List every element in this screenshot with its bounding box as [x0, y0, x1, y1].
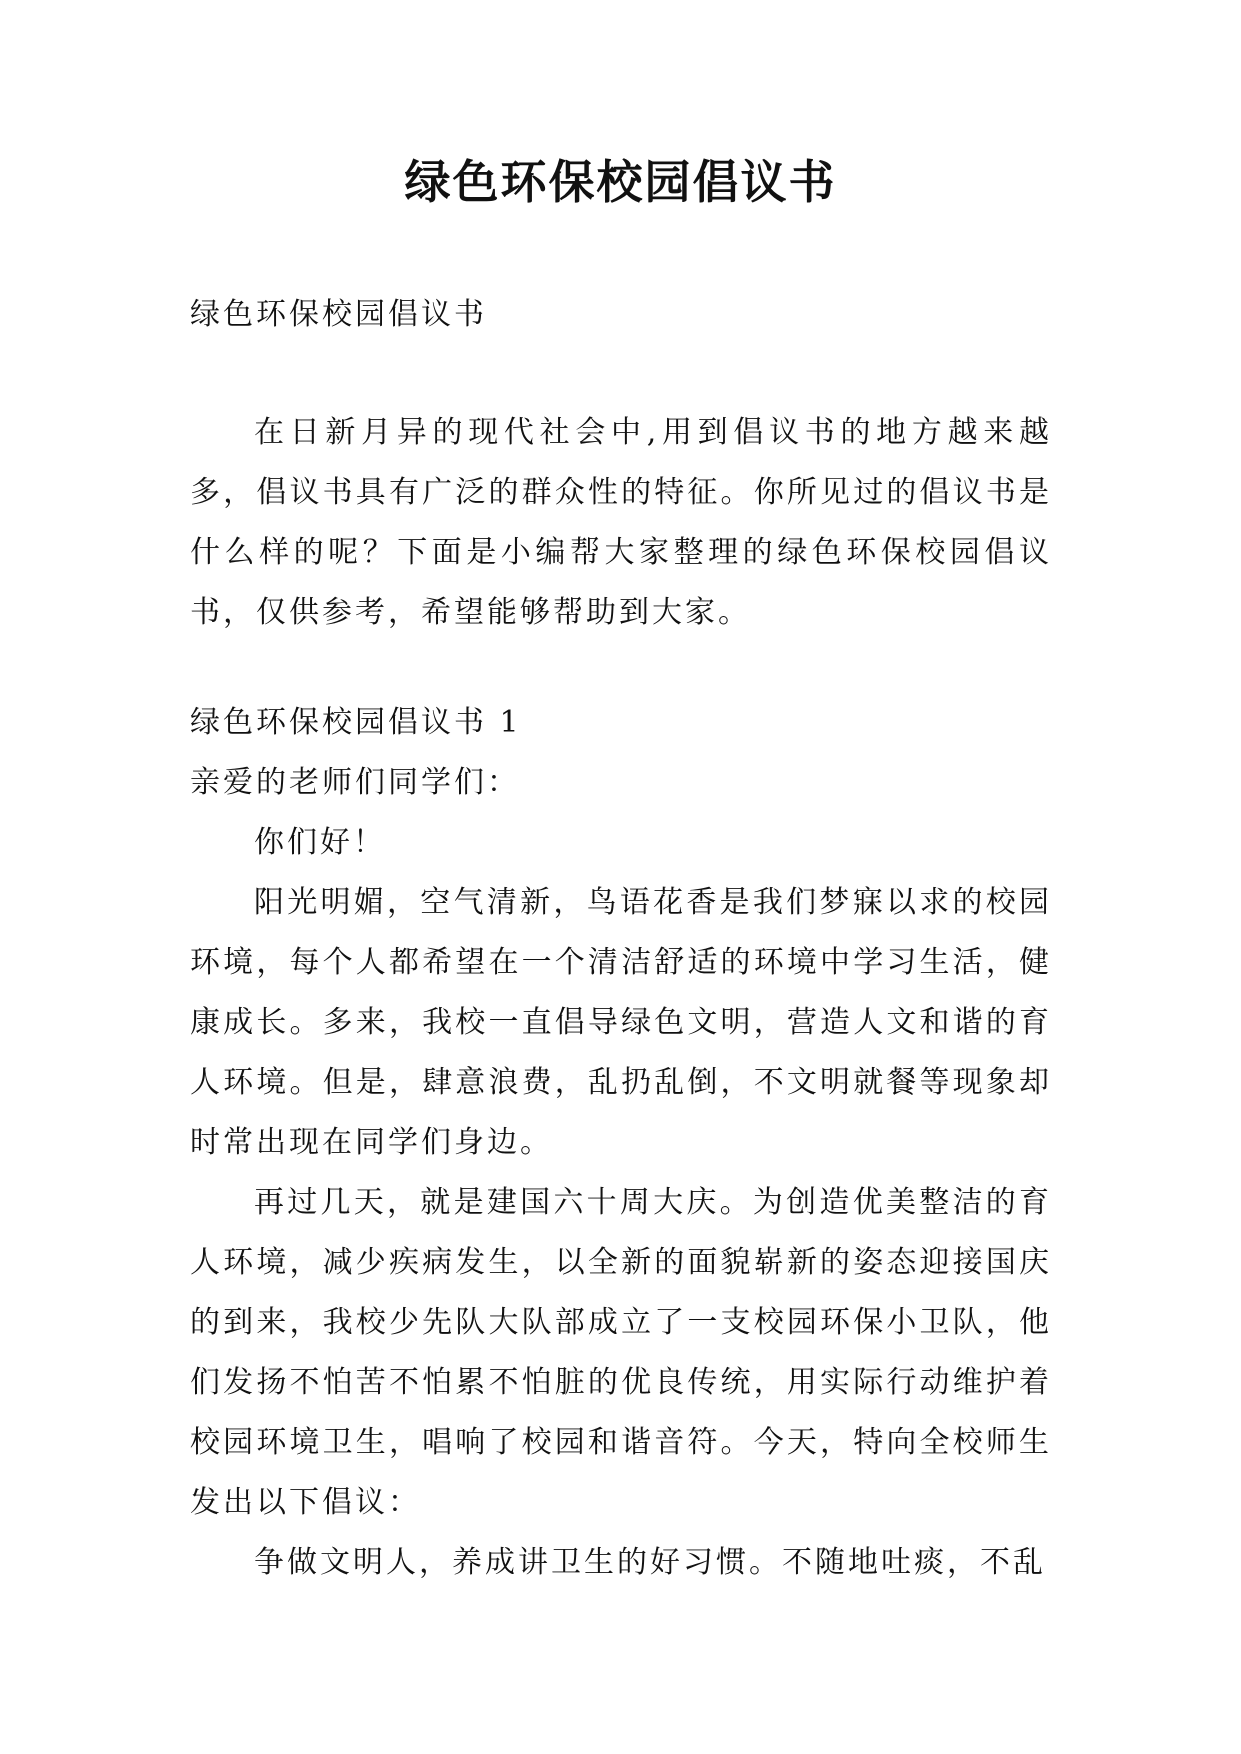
body-paragraph: 再过几天，就是建国六十周大庆。为创造优美整洁的育人环境，减少疾病发生，以全新的面貌崭新的姿态迎接国庆的到来，我校少先队大队部成立了一支校园环保小卫队，他们发扬不怕苦不怕累不怕脏的优良传统，用实际行动维护着校园环境卫生，唱响了校园和谐音符。今天，特向全校师生发出以下倡议： [190, 1185, 1052, 1520]
document-subtitle: 绿色环保校园倡议书 [190, 297, 487, 332]
body-paragraph: 争做文明人，养成讲卫生的好习惯。不随地吐痰，不乱 [254, 1545, 1046, 1580]
body-paragraph: 阳光明媚，空气清新，鸟语花香是我们梦寐以求的校园环境，每个人都希望在一个清洁舒适的环境中学习生活，健康成长。多来，我校一直倡导绿色文明，营造人文和谐的育人环境。但是，肆意浪费，乱扔乱倒，不文明就餐等现象却时常出现在同学们身边。 [190, 885, 1052, 1160]
section-heading: 绿色环保校园倡议书 1 [190, 705, 522, 740]
document-body [190, 285, 1052, 1593]
document-title: 绿色环保校园倡议书 [404, 155, 837, 209]
salutation: 亲爱的老师们同学们： [190, 765, 520, 800]
intro-paragraph: 在日新月异的现代社会中,用到倡议书的地方越来越多，倡议书具有广泛的群众性的特征。你所见过的倡议书是什么样的呢？下面是小编帮大家整理的绿色环保校园倡议书，仅供参考，希望能够帮助到大家。 [190, 415, 1052, 630]
greeting: 你们好！ [254, 825, 386, 860]
